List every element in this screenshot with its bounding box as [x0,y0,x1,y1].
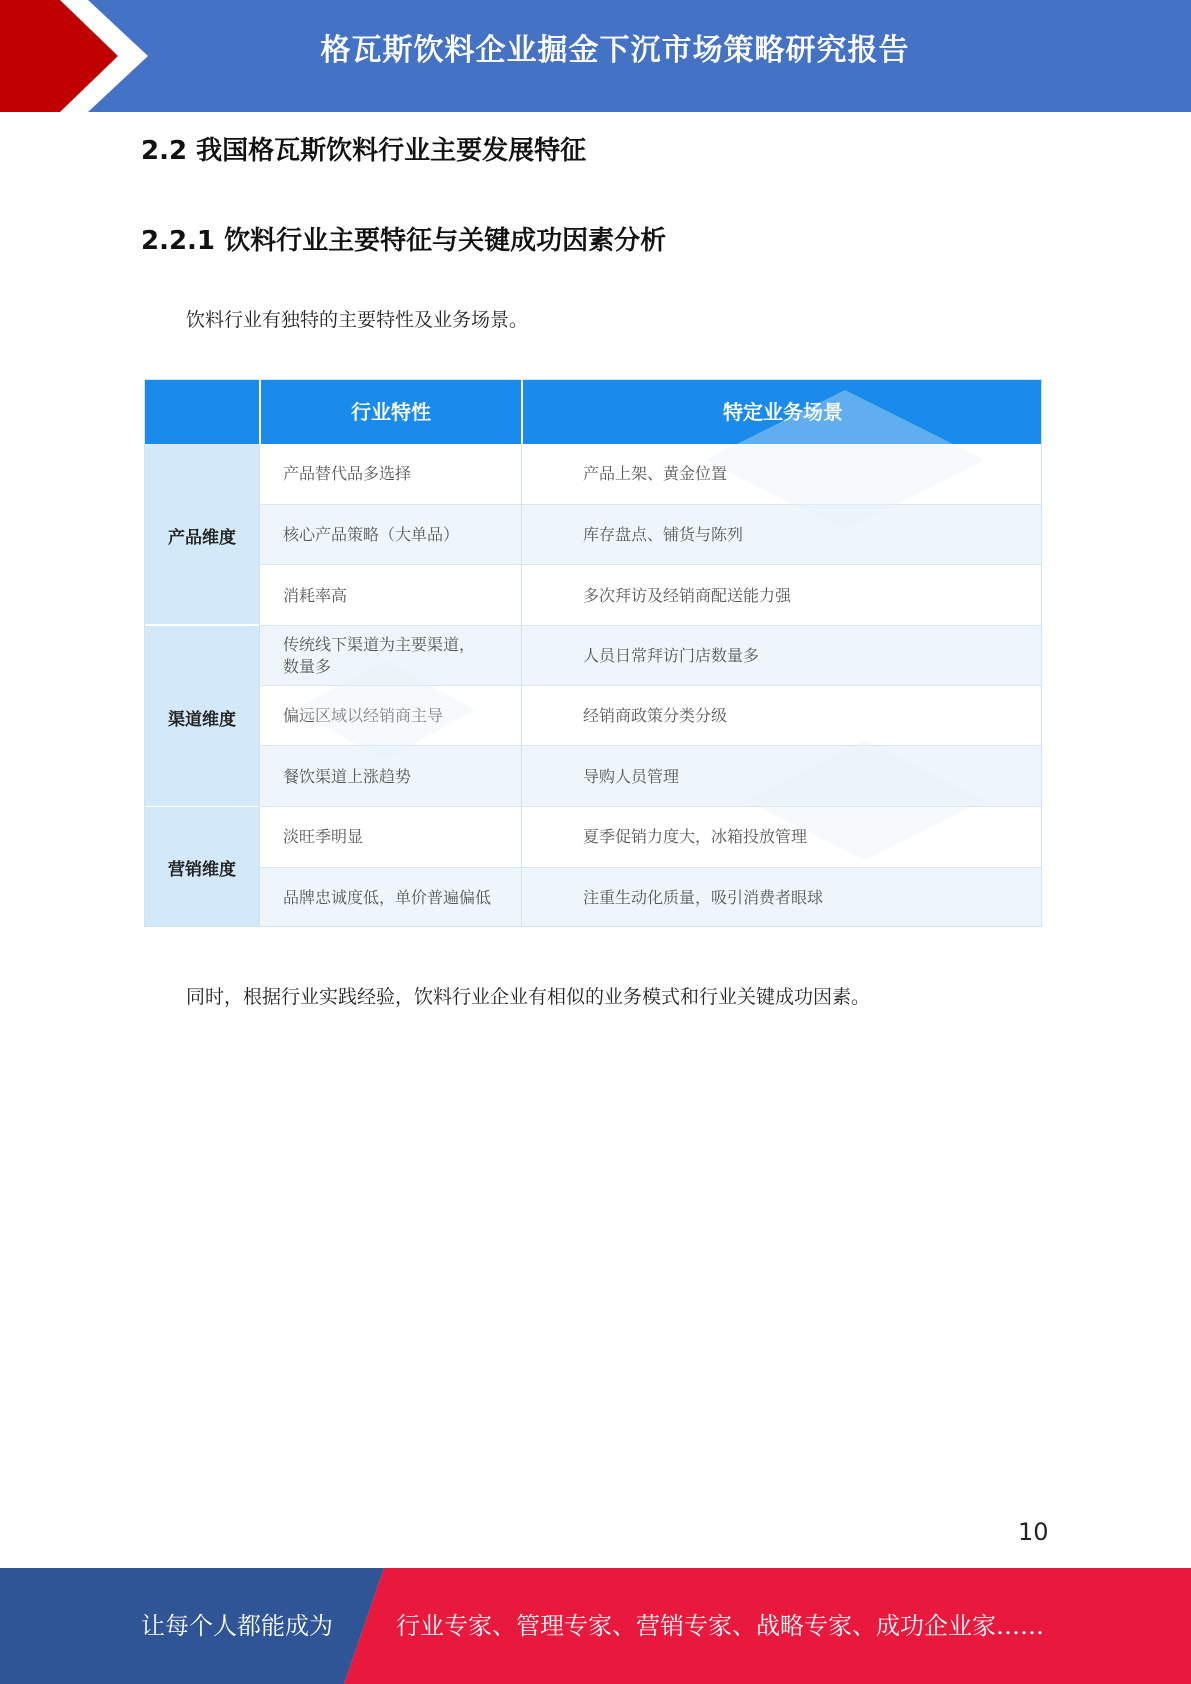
dimension-label: 渠道维度 [168,710,236,730]
scenario-cell: 经销商政策分类分级 [583,706,728,725]
table-row [259,867,1042,927]
trait-cell: 品牌忠诚度低，单价普遍偏低 [283,888,492,907]
trait-cell: 产品替代品多选择 [283,464,412,483]
column-divider [521,444,522,927]
table-header-row [145,380,1042,444]
table-header-trait: 行业特性 [351,400,431,424]
table-row [259,745,1042,806]
scenario-cell: 库存盘点、铺货与陈列 [583,525,744,544]
trait-cell [283,634,475,678]
dimension-label: 产品维度 [168,528,236,548]
trait-cell: 消耗率高 [283,586,348,605]
footer-slogan-right: 行业专家、管理专家、营销专家、战略专家、成功企业家…… [396,1612,1044,1640]
closing-paragraph: 同时，根据行业实践经验，饮料行业企业有相似的业务模式和行业关键成功因素。 [186,986,871,1008]
table-row [259,444,1042,504]
characteristics-table [144,379,1042,927]
table-row [259,625,1042,685]
page-number: 10 [1018,1518,1049,1546]
scenario-cell: 多次拜访及经销商配送能力强 [583,586,792,605]
scenario-cell: 导购人员管理 [583,767,680,786]
page-footer [0,1568,1191,1684]
table-row [259,564,1042,625]
scenario-cell: 夏季促销力度大，冰箱投放管理 [583,827,808,846]
dimension-cell-marketing [145,806,259,927]
trait-cell-line: 数量多 [283,657,332,676]
table-header-dimension [145,380,259,444]
trait-cell: 淡旺季明显 [283,827,364,846]
scenario-cell: 注重生动化质量，吸引消费者眼球 [583,888,824,907]
dimension-cell-channel [145,625,259,806]
trait-cell: 餐饮渠道上涨趋势 [283,767,412,786]
intro-paragraph: 饮料行业有独特的主要特性及业务场景。 [186,309,529,331]
report-title: 格瓦斯饮料企业掘金下沉市场策略研究报告 [320,33,910,68]
table-row [259,806,1042,867]
scenario-cell: 人员日常拜访门店数量多 [583,646,760,665]
column-divider [259,444,260,927]
section-heading: 2.2 我国格瓦斯饮料行业主要发展特征 [141,136,587,166]
trait-cell-line: 传统线下渠道为主要渠道， [283,635,476,654]
page-header [0,0,1191,112]
trait-cell: 偏远区域以经销商主导 [283,706,444,725]
dimension-label: 营销维度 [168,860,236,880]
trait-cell: 核心产品策略（大单品） [283,525,460,544]
scenario-cell: 产品上架、黄金位置 [583,464,728,483]
subsection-heading: 2.2.1 饮料行业主要特征与关键成功因素分析 [141,226,667,256]
dimension-cell-product [145,444,259,624]
footer-slogan-left: 让每个人都能成为 [141,1612,333,1640]
header-chevron-decoration [0,0,160,112]
table-header-scenario: 特定业务场景 [723,400,843,424]
table-row [259,685,1042,745]
table-row [259,504,1042,564]
